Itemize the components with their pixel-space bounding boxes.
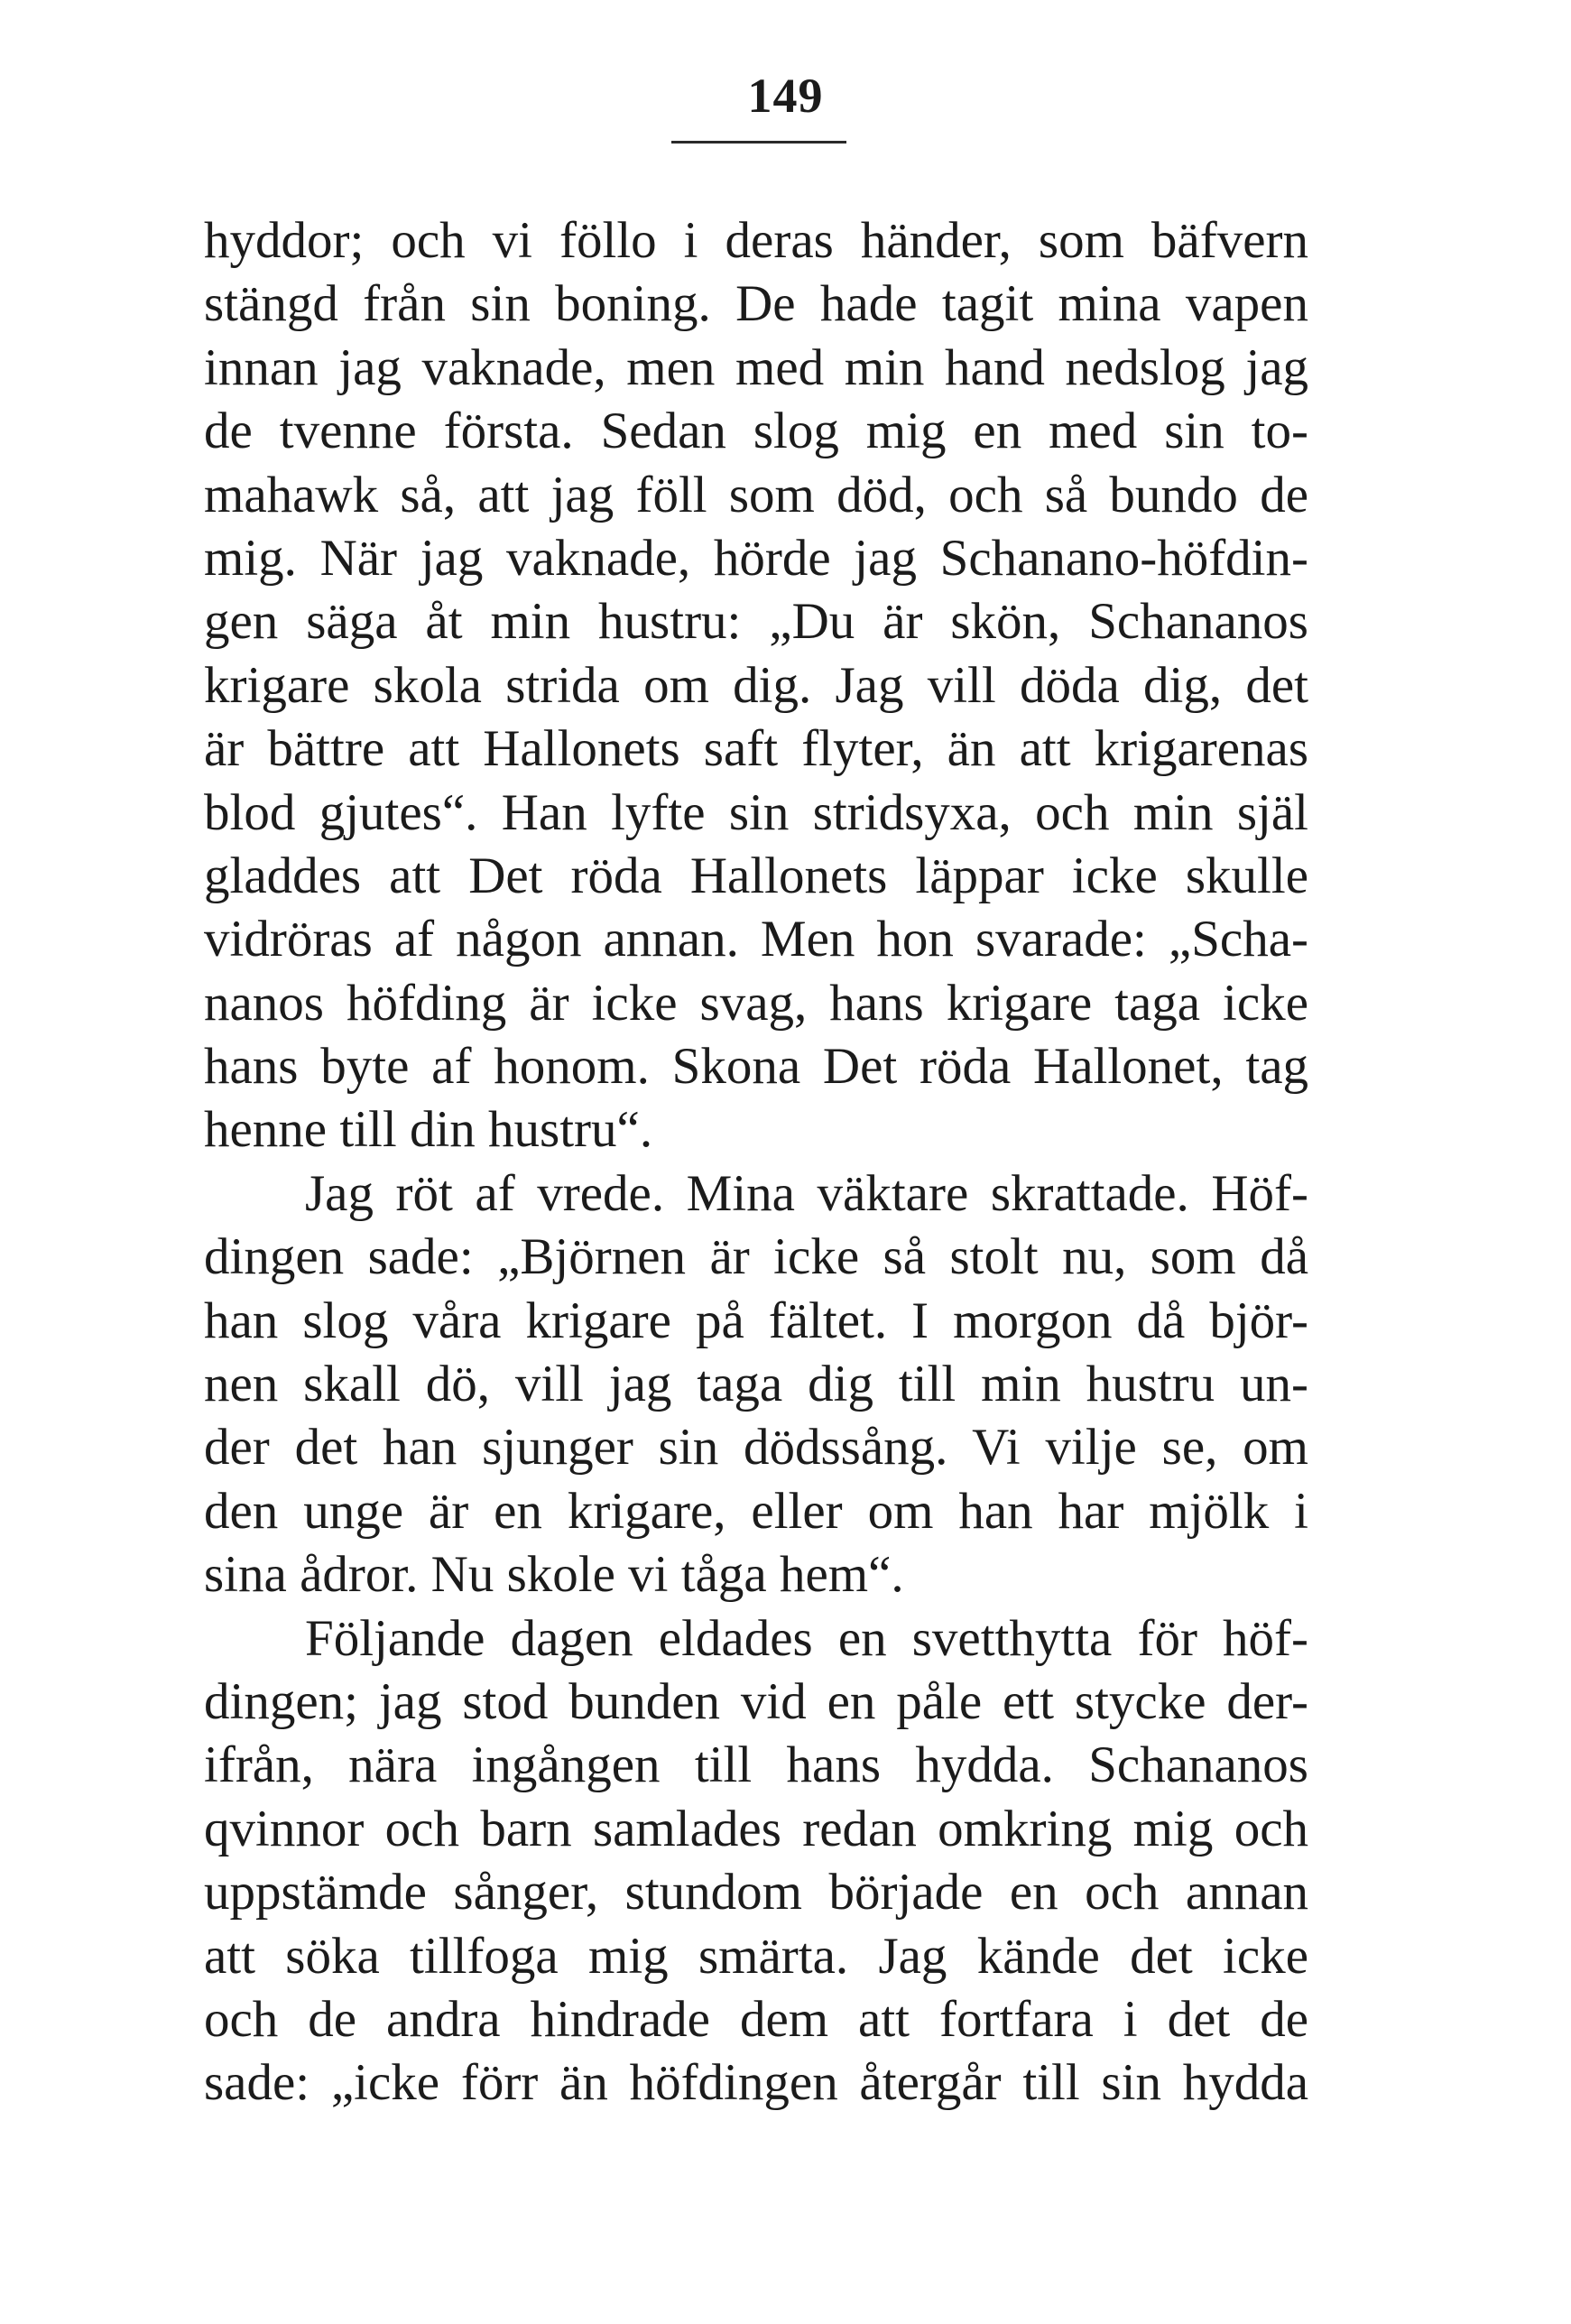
text-line: dingen sade: „Björnen är icke så stolt nu, som då xyxy=(204,1228,1308,1286)
text-line: han slog våra krigare på fältet. I morgon då björ- xyxy=(204,1292,1308,1349)
paragraph-end-line: henne till din hustru“. xyxy=(204,1101,653,1159)
text-line: qvinnor och barn samlades redan omkring mig och xyxy=(204,1800,1308,1857)
text-line: och de andra hindrade dem att fortfara i det de xyxy=(204,1990,1308,2048)
text-line: att söka tillfoga mig smärta. Jag kände det icke xyxy=(204,1927,1308,1985)
text-line: krigare skola strida om dig. Jag vill döda dig, det xyxy=(204,656,1308,714)
text-line: gladdes att Det röda Hallonets läppar icke skulle xyxy=(204,847,1308,904)
text-line: der det han sjunger sin dödssång. Vi vilje se, om xyxy=(204,1419,1308,1477)
paragraph-start-line: Jag röt af vrede. Mina väktare skrattade. Höf- xyxy=(305,1164,1308,1222)
paragraph-start-line: Följande dagen eldades en svetthytta för höf- xyxy=(305,1609,1308,1667)
text-line: är bättre att Hallonets saft flyter, än att krigarenas xyxy=(204,720,1308,778)
text-line: dingen; jag stod bunden vid en påle ett stycke der- xyxy=(204,1672,1308,1730)
text-line: vidröras af någon annan. Men hon svarade: „Scha- xyxy=(204,911,1308,968)
text-line: nen skall dö, vill jag taga dig till min hustru un- xyxy=(204,1356,1308,1413)
text-line: nanos höfding är icke svag, hans krigare taga icke xyxy=(204,974,1308,1032)
text-line: den unge är en krigare, eller om han har mjölk i xyxy=(204,1482,1308,1540)
text-line: hans byte af honom. Skona Det röda Hallonet, tag xyxy=(204,1038,1308,1096)
text-line: de tvenne första. Sedan slog mig en med sin to- xyxy=(204,403,1308,460)
header-rule xyxy=(671,141,846,144)
text-line: hyddor; och vi föllo i deras händer, som bäfvern xyxy=(204,212,1308,269)
text-line: ifrån, nära ingången till hans hydda. Schananos xyxy=(204,1736,1308,1794)
text-line: mig. När jag vaknade, hörde jag Schanano-höfdin- xyxy=(204,529,1308,587)
text-line: blod gjutes“. Han lyfte sin stridsyxa, och min själ xyxy=(204,783,1308,841)
text-line: sade: „icke förr än höfdingen återgår till sin hydda xyxy=(204,2054,1308,2112)
text-line: gen säga åt min hustru: „Du är skön, Schananos xyxy=(204,593,1308,651)
paragraph-end-line: sina ådror. Nu skole vi tåga hem“. xyxy=(204,1546,904,1604)
page-number: 149 xyxy=(747,69,824,123)
text-line: stängd från sin boning. De hade tagit mina vapen xyxy=(204,275,1308,333)
text-line: uppstämde sånger, stundom började en och annan xyxy=(204,1864,1308,1921)
text-line: mahawk så, att jag föll som död, och så bundo de xyxy=(204,466,1308,523)
text-line: innan jag vaknade, men med min hand nedslog jag xyxy=(204,338,1308,396)
body-text xyxy=(204,209,1308,2116)
